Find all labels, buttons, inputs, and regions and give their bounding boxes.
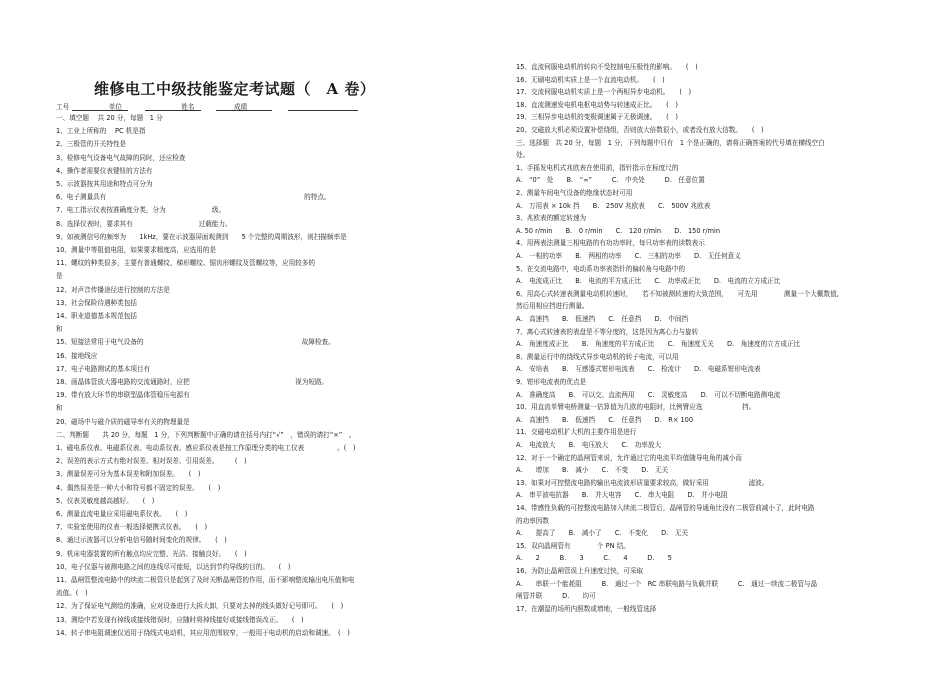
right-question-line: 14、带感性负载的可控整流电路加入续流二极管后，晶闸管的导通角比没有二极管前减小了，此时电路	[516, 504, 815, 512]
right-question-line: A. “0” 处 B. “∞” C. 中央处 D. 任意位置	[516, 176, 705, 185]
right-question-line: 17、交流伺服电动机实质上是一个两相异步电动机。 ( )	[516, 88, 692, 97]
right-question-line: 闸管并联 D. 均可	[516, 592, 596, 601]
right-question-line: 11、交磁电动机扩大机的主要作用是进行	[516, 428, 637, 437]
left-question-line: 3、测量误差可分为基本误差和附加误差。 ( )	[56, 470, 201, 479]
page-title: 维修电工中级技能鉴定考试题（ A 卷）	[94, 80, 376, 98]
left-question-line: 11、晶闸管整流电路中的续流二极管只是起到了及时关断晶闸管的作用，而不影响整流输出电压值和电	[56, 576, 355, 584]
right-question-line: 4、用两表法测量三相电路的有功功率时，每只功率表的读数表示	[516, 239, 705, 248]
right-question-line: 的功率因数	[516, 516, 549, 525]
right-question-line: 7、离心式转速表的表盘是不等分度的，这是因为离心力与旋转	[516, 327, 699, 336]
right-question-line: 三、选择题 共 20 分，每题 1 分，下列每题中只有 1 个是正确的，请将正确答案的代号填在横线空白	[516, 138, 825, 147]
left-question-line: 1、磁电系仪表、电磁系仪表、电动系仪表、感应系仪表是按工作原理分类的电工仪表 。( )	[56, 444, 356, 452]
left-question-line: 2、三极管的开关特性是	[56, 140, 127, 149]
right-question-line: 5、在交流电路中，电动系功率表指针的偏转角与电路中的	[516, 264, 686, 273]
right-question-line: A. 准确度高 B. 可以交、直流两用 C. 灵敏度高 D. 可以不切断电路测电流	[516, 390, 781, 399]
right-question-line: A. 电流成正比 B. 电流的平方成正比 C. 功率成正比 D. 电流的立方成正比	[516, 277, 781, 286]
left-question-line: 14、转子串电阻调速仅适用于绕线式电动机，其应用范围较窄，一般用于电动机的启动和调速。 ( )	[56, 628, 350, 637]
left-question-line: 18、画晶体管放大器电路的交流通路时，应把 视为短路。	[56, 378, 329, 386]
left-question-line: 6、测量直流电量应采用磁电系仪表。 ( )	[56, 510, 188, 518]
left-question-line: 8、通过示波器可以分析电信号随时间变化的规律。 ( )	[56, 536, 227, 545]
left-question-line: 13、测绘中若发现有掉线或接线错误时，应随时将掉线接好或接线错误改正。 ( )	[56, 615, 304, 624]
left-question-line: 13、社会保险待遇种类包括	[56, 298, 137, 307]
left-question-line: 5、仪表灵敏度越高越好。 ( )	[56, 496, 155, 505]
right-question-line: A. 增加 B. 减小 C. 不变 D. 无关	[516, 466, 669, 475]
left-question-line: 9、机床电器装置的所有触点均应完整、光洁、接触良好。 ( )	[56, 549, 247, 558]
left-question-line: 流值。( )	[56, 589, 88, 598]
left-question-line: 7、电工指示仪表按准确度分类，分为 级。	[56, 206, 226, 215]
right-question-line: 1、手摇发电机式兆欧表在使用前，指针指示在标度尺的	[516, 163, 679, 172]
left-question-line: 11、螺纹的种类很多，主要有普通螺纹、梯形螺纹、锯齿形螺纹及管螺纹等，应用较多的	[56, 259, 315, 268]
left-question-line: 9、如被测信号的频率为 1kHz，要在示波器屏面观测到 5 个完整的周期波形，则扫描频率是	[56, 232, 347, 241]
left-question-line: 12、对声音传播途径进行控制的方法是	[56, 285, 170, 294]
right-question-line: 6、用高心式转速表测量电动机转速时， 若不知被测转速的大致范围， 可先用 测量一个大概数值,	[516, 289, 839, 298]
right-question-line: A. 万用表 × 10k 挡 B. 250V 兆欧表 C. 500V 兆欧表	[516, 201, 711, 210]
left-question-line: 20、磁场中与磁介质的磁导率有关的物理量是	[56, 417, 190, 426]
right-question-line: A. 串联一个能耗阻 B. 通过一个 RC 串联电路与负载并联 C. 通过一续流二极管与晶	[516, 579, 818, 588]
header-info-line: 工号 单位 姓名 成绩	[56, 103, 248, 111]
left-question-line: 和	[56, 325, 63, 334]
left-question-line: 6、电子测量具有 的特点。	[56, 193, 331, 202]
right-question-line: 19、三相异步电动机的变极调速属于无极调速。 ( )	[516, 113, 678, 122]
right-question-line: 15、双向晶闸管有 个 PN 结。	[516, 541, 630, 550]
right-question-line: 12、对于一个确定的晶闸管来说，允许通过它的电流平均值随导电角的减小而	[516, 453, 742, 462]
right-question-line: A. 电流放大 B. 电压放大 C. 功率放大	[516, 441, 662, 449]
right-question-line: 20、交磁放大机必须设置补偿绕组，否则放大倍数很小，或者没有放大信数。 ( )	[516, 126, 764, 134]
right-question-line: A. 提高了 B. 减小了 C. 不变化 D. 无关	[516, 529, 689, 538]
right-question-line: 8、测量运行中的绕线式异步电动机的转子电流，可以用	[516, 352, 679, 361]
right-question-line: A. 50 r/min B. 0 r/min C. 120 r/min D. 150 r/min	[516, 226, 721, 235]
right-question-line: 3、兆欧表的额定转速为	[516, 214, 587, 223]
right-question-line: 16、无刷电动机实质上是一个直流电动机。 ( )	[516, 75, 665, 84]
left-question-line: 4、偶然误差是一种大小和符号都不固定的误差。 ( )	[56, 483, 221, 492]
right-question-line: 16、为防止晶闸管误上升速度过快，可采取	[516, 567, 644, 575]
left-question-line: 10、电子仪器与被测电路之间的连线尽可能短，以达到节约导线的目的。 ( )	[56, 562, 291, 571]
left-question-line: 二、判断题 共 20 分，每题 1 分，下列判断题中正确的请在括号内打“√” ，错误的请打“×” 。	[56, 430, 356, 439]
right-question-line: 13、如果对可控整流电路的输出电流波形质量要求较高，做好采用 滤波。	[516, 478, 769, 487]
left-question-line: 8、选择仪表时，要求其有 过载能力。	[56, 219, 232, 228]
score-blank	[288, 104, 358, 111]
left-question-line: 15、短接法常用于电气设备的 故障检查。	[56, 338, 335, 347]
right-question-line: 10、用直流单臂电桥测量一估算值为几欧的电阻时，比例臂应选 挡。	[516, 403, 756, 412]
left-question-line: 7、实验室使用的仪表一般选择便携式仪表。 ( )	[56, 523, 208, 532]
right-question-line: A. 角速度成正比 B. 角速度的平方成正比 C. 角速度无关 D. 角速度的立方成正比	[516, 340, 801, 349]
left-question-line: 16、接地线应	[56, 351, 98, 360]
left-question-line: 1、工业上所称的 PC 机是指	[56, 127, 146, 136]
unit-blank	[145, 104, 201, 111]
right-question-line: 18、直流测速发电机电枢电动势与转速成正比。 ( )	[516, 100, 678, 109]
right-question-line: A. 2 B. 3 C. 4 D. 5	[516, 554, 672, 563]
right-question-line: A. 安培表 B. 互感器式钳形电流表 C. 检流计 D. 电磁系钳形电流表	[516, 365, 761, 374]
employee-id-blank	[72, 104, 128, 111]
left-question-line: 4、操作者需要仪表键钮的方法有	[56, 166, 153, 175]
left-question-line: 3、检修电气设备电气故障的同时，还应检查	[56, 153, 186, 162]
left-question-line: 一、填空题 共 20 分，每题 1 分	[56, 114, 163, 122]
name-blank	[216, 104, 272, 111]
right-question-line: A. 一相的功率 B. 两相的功率 C. 三相的功率 D. 无任何意义	[516, 252, 741, 260]
left-question-line: 17、电子电路测试的基本项目有	[56, 364, 151, 373]
right-question-line: 然后用相应挡进行测量。	[516, 302, 589, 311]
right-question-line: A. 高速挡 B. 低速挡 C. 任意挡 D. 中间挡	[516, 315, 689, 323]
left-question-line: 是	[56, 272, 63, 281]
left-question-line: 2、误差的表示方式有绝对误差、相对误差、引用误差。 ( )	[56, 457, 247, 466]
right-question-line: 15、直流伺服电动机的转向不受控制电压极性的影响。 ( )	[516, 63, 698, 71]
left-question-line: 14、职业道德基本规范包括	[56, 312, 137, 320]
right-question-line: 9、钳形电流表的优点是	[516, 378, 587, 386]
left-question-line: 和	[56, 404, 63, 413]
right-question-line: 处。	[516, 151, 530, 160]
left-question-line: 5、示波器按其用途和特点可分为	[56, 180, 153, 188]
left-question-line: 10、测量中等阻值电阻，如果要求精度高，应选用的是	[56, 246, 217, 254]
right-question-line: 2、测量车间电气设备的绝缘状态时可用	[516, 189, 633, 197]
right-question-line: 17、在潮湿的场所内照数或增地，一般线管选择	[516, 604, 657, 613]
left-question-line: 19、带有放大环节的串联型晶体管稳压电源有	[56, 391, 190, 400]
right-question-line: A. 高速挡 B. 低速挡 C. 任意挡 D. R× 100	[516, 415, 694, 424]
right-question-line: A. 串平波电抗器 B. 并大电容 C. 串大电阻 D. 并小电阻	[516, 491, 728, 500]
left-question-line: 12、为了保证电气测绘的准确，应对设备进行大拆大卸，只要对去掉的线头做好记号即可。 ( )	[56, 602, 344, 611]
